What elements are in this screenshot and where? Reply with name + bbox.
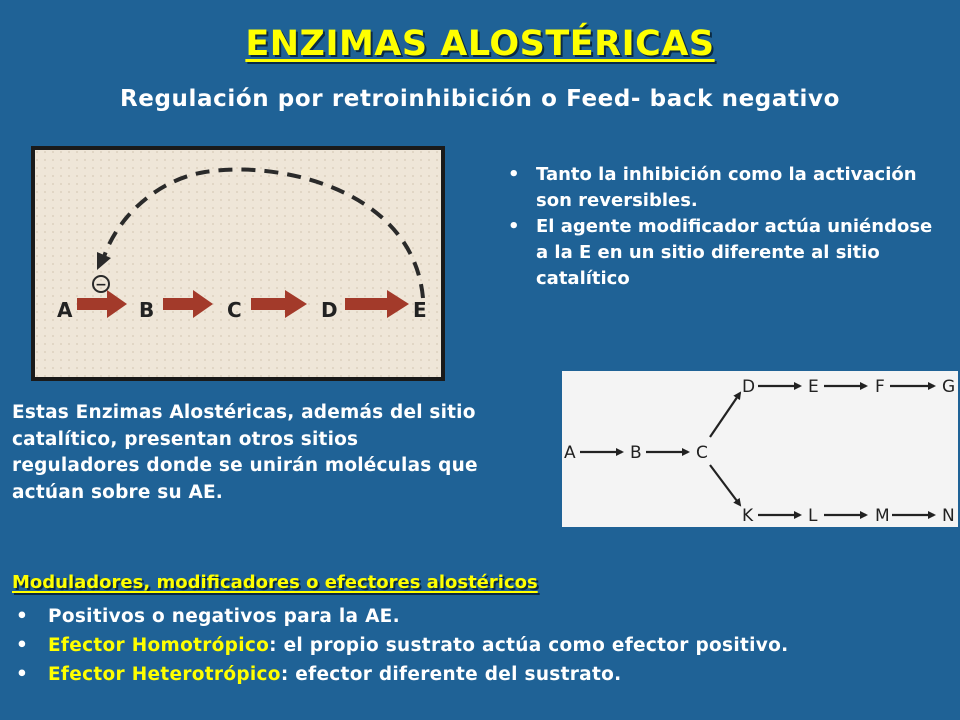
inhibition-symbol: − — [95, 277, 107, 293]
heterotropic-text: : efector diferente del sustrato. — [280, 664, 622, 685]
bullet-modifier-agent: • El agente modificador actúa uniéndose a la E en un sitio diferente al sitio catalítico — [508, 214, 948, 292]
homotropic-term: Efector Homotrópico — [48, 635, 270, 656]
node-a2: A — [564, 443, 576, 463]
node-d2: D — [742, 377, 756, 397]
node-b2: B — [630, 443, 642, 463]
node-f2: F — [875, 377, 885, 397]
allosteric-description: Estas Enzimas Alostéricas, además del sitio catalítico, presentan otros sitios reguladores donde se unirán moléculas que actúan sobre su AE. — [12, 402, 478, 503]
node-c2: C — [696, 443, 708, 463]
node-k2: K — [742, 506, 754, 526]
top-bullet-list — [508, 162, 948, 292]
node-m2: M — [875, 506, 890, 526]
node-d: D — [321, 298, 338, 322]
node-e: E — [413, 298, 427, 322]
heterotropic-term: Efector Heterotrópico — [48, 664, 281, 685]
modulator-item-positive-negative — [12, 602, 952, 631]
node-e2: E — [808, 377, 819, 397]
diagram1-background — [35, 150, 441, 377]
node-n2: N — [942, 506, 955, 526]
modulators-list — [12, 602, 952, 689]
modulator-item-homotropic — [12, 631, 952, 660]
node-a: A — [57, 298, 73, 322]
node-g2: G — [942, 377, 956, 397]
feedback-diagram-svg — [35, 150, 441, 377]
node-l2: L — [808, 506, 818, 526]
bullet-reversible: • Tanto la inhibición como la activación son reversibles. — [508, 162, 948, 214]
homotropic-text: : el propio sustrato actúa como efector positivo. — [269, 635, 789, 656]
slide-subtitle: Regulación por retroinhibición o Feed- back negativo — [119, 86, 841, 112]
modulator-text: Positivos o negativos para la AE. — [48, 606, 400, 627]
branched-diagram-svg — [562, 371, 958, 527]
node-b: B — [139, 298, 155, 322]
arrow2-c-k — [710, 465, 740, 505]
node-c: C — [227, 298, 242, 322]
slide-title: ENZIMAS ALOSTÉRICAS — [245, 24, 715, 64]
modulator-item-heterotropic — [12, 660, 952, 689]
modulators-heading: Moduladores, modificadores o efectores alostéricos — [12, 572, 538, 593]
arrow2-c-d — [710, 393, 740, 437]
branched-pathway-diagram — [562, 371, 958, 527]
feedback-inhibition-diagram — [31, 146, 445, 381]
